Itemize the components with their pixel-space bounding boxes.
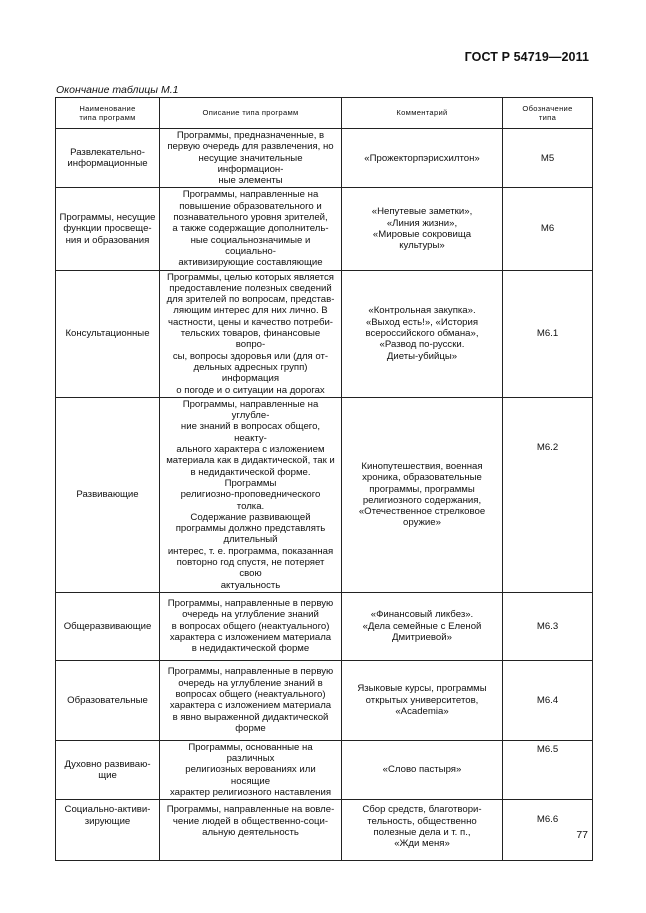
cell-type: Духовно развиваю- щие [56,740,160,799]
cell-comment: Сбор средств, благотвори- тельность, общественно полезные дела и т. п., «Жди меня» [342,800,503,861]
standard-code: ГОСТ Р 54719—2011 [464,50,589,64]
cell-comment: «Финансовый ликбез». «Дела семейные с Еленой Дмитриевой» [342,592,503,660]
column-header-designation: Обозначение типа [503,98,593,129]
cell-code: М6.4 [503,660,593,740]
cell-code: М5 [503,129,593,188]
cell-comment: «Прожекторпэрисхилтон» [342,129,503,188]
cell-description: Программы, основанные на различных религиозных верованиях или носящие характер религиозного наставления [160,740,342,799]
cell-code: М6.6 [503,800,593,861]
table-row [56,660,593,740]
cell-description: Программы, направленные в первую очередь на углубление знаний в вопросах общего (неактуального) характера с изложением материала в недидактической форме [160,592,342,660]
cell-description: Программы, направленные на углубле- ние знаний в вопросах общего, неакту- ального характера с изложением материала как в дидактической, так и в недидактической форме. Программы религиозно-проповеднического толка. Содержание развивающей программы должно представлять длительный интерес, т. е. программа, показанная повторно год спустя, не потеряет свою актуальность [160,397,342,592]
cell-comment: «Контрольная закупка». «Выход есть!», «История всероссийского обмана», «Развод по-русски. Диеты-убийцы» [342,270,503,397]
table-row [56,270,593,397]
table-row [56,397,593,592]
program-types-table [55,97,593,861]
cell-code: М6.3 [503,592,593,660]
page-number: 77 [576,829,588,841]
cell-comment: Кинопутешествия, военная хроника, образовательные программы, программы религиозного содержания, «Отечественное стрелковое оружие» [342,397,503,592]
cell-description: Программы, целью которых является предоставление полезных сведений для зрителей по вопросам, представ- ляющим интерес для них лично. В частности, цены и качество потреби- тельских товаров, финансовые вопро- сы, вопросы здоровья или (для от- дельных адресных групп) информация о погоде и о ситуации на дорогах [160,270,342,397]
table-row [56,592,593,660]
table-row [56,740,593,799]
table-header-row [56,98,593,129]
cell-type: Развивающие [56,397,160,592]
cell-type: Социально-активи- зирующие [56,800,160,861]
cell-type: Программы, несущие функции просвеще- ния и образования [56,188,160,270]
cell-description: Программы, направленные на вовле- чение людей в общественно-соци- альную деятельность [160,800,342,861]
cell-code: М6.5 [503,740,593,799]
cell-type: Развлекательно- информационные [56,129,160,188]
cell-comment: «Слово пастыря» [342,740,503,799]
table-row [56,129,593,188]
table-row [56,188,593,270]
column-header-comment: Комментарий [342,98,503,129]
cell-comment: Языковые курсы, программы открытых университетов, «Academia» [342,660,503,740]
cell-type: Консультационные [56,270,160,397]
table-row [56,800,593,861]
table-caption: Окончание таблицы М.1 [56,84,179,96]
cell-code: М6.2 [503,397,593,592]
cell-comment: «Непутевые заметки», «Линия жизни», «Мировые сокровища культуры» [342,188,503,270]
column-header-description: Описание типа программ [160,98,342,129]
cell-type: Общеразвивающие [56,592,160,660]
cell-description: Программы, направленные в первую очередь на углубление знаний в вопросах общего (неактуального) характера с изложением материала в явно выраженной дидактической форме [160,660,342,740]
cell-type: Образовательные [56,660,160,740]
column-header-type-name: Наименование типа программ [56,98,160,129]
cell-description: Программы, предназначенные, в первую очередь для развлечения, но несущие значительные информацион- ные элементы [160,129,342,188]
cell-code: М6.1 [503,270,593,397]
cell-description: Программы, направленные на повышение образовательного и познавательного уровня зрителей, а также содержащие дополнитель- ные социальнозначимые и социально- активизирующие составляющие [160,188,342,270]
cell-code: М6 [503,188,593,270]
